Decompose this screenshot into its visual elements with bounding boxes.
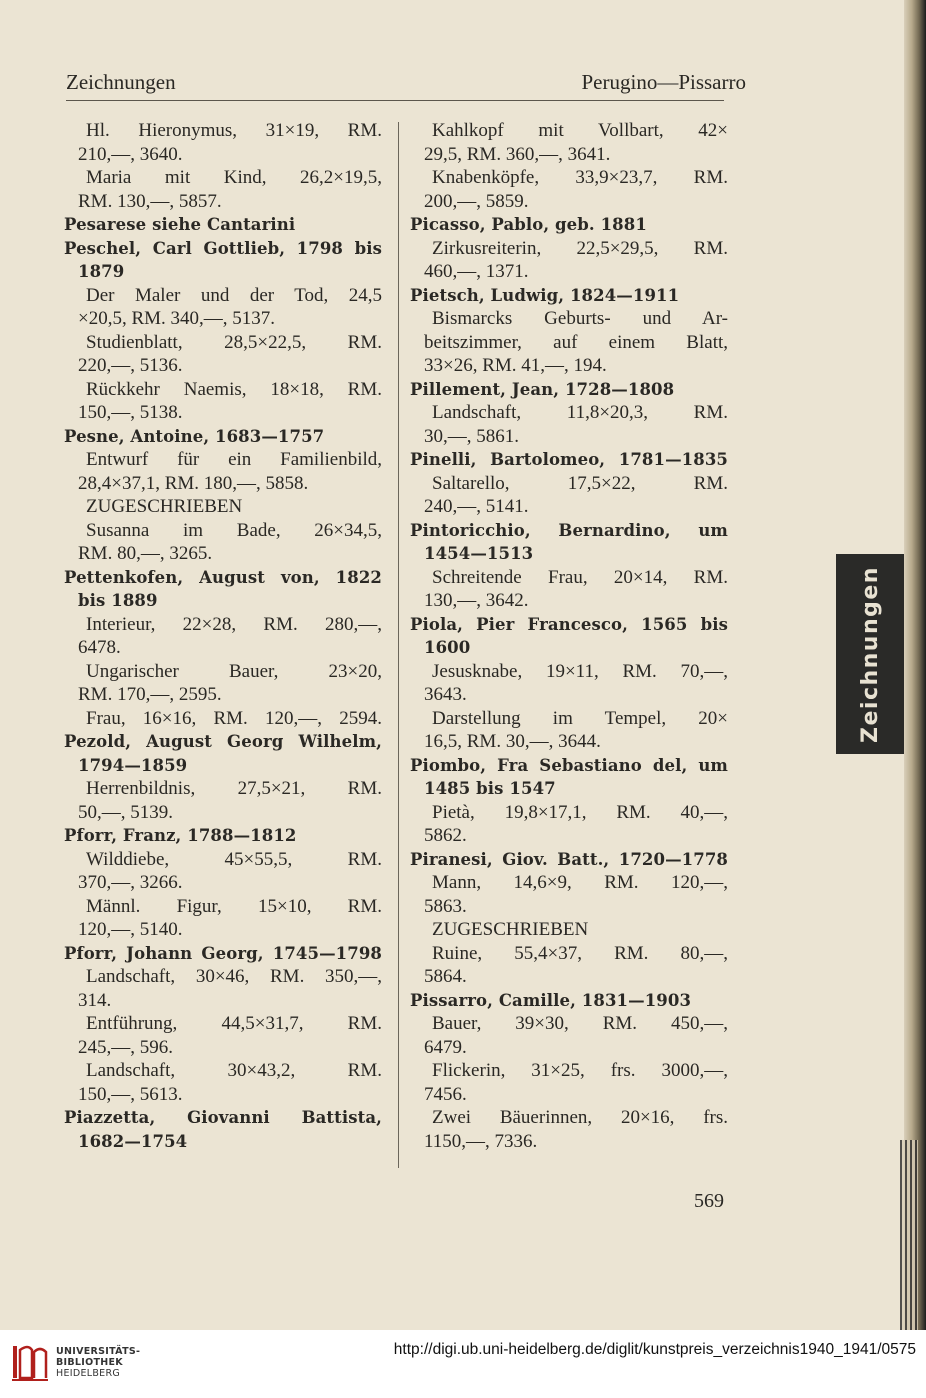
page-spine-lines bbox=[900, 1140, 918, 1330]
running-header-left: Zeichnungen bbox=[66, 70, 176, 94]
artist-heading-line: 1682—1754 bbox=[78, 1131, 188, 1151]
entry-line: beitszimmer, auf einem Blatt, bbox=[424, 331, 728, 353]
entry-line: 5864. bbox=[424, 966, 467, 987]
thumb-index-tab-label: Zeichnungen bbox=[857, 565, 883, 743]
entry-line: Männl. Figur, 15×10, RM. bbox=[86, 895, 382, 917]
entry-line: 460,—, 1371. bbox=[424, 261, 529, 282]
entry-line: 50,—, 5139. bbox=[78, 801, 173, 823]
entry-line: Darstellung im Tempel, 20× bbox=[432, 707, 728, 729]
entry-line: 220,—, 5136. bbox=[78, 355, 183, 376]
artist-heading-line: bis 1889 bbox=[78, 591, 158, 610]
artist-heading-line: Pintoricchio, Bernardino, um bbox=[410, 520, 728, 540]
logo-line-1: UNIVERSITÄTS- bbox=[56, 1346, 141, 1357]
artist-heading-line: Pesarese siehe Cantarini bbox=[64, 215, 296, 234]
library-logo-text bbox=[56, 1346, 140, 1379]
artist-heading-line: Pietsch, Ludwig, 1824—1911 bbox=[410, 285, 680, 305]
entry-line: 200,—, 5859. bbox=[424, 190, 529, 212]
entry-line: Maria mit Kind, 26,2×19,5, bbox=[86, 167, 382, 188]
entry-line: Mann, 14,6×9, RM. 120,—, bbox=[432, 872, 728, 893]
artist-heading-line: Piazzetta, Giovanni Battista, bbox=[64, 1108, 382, 1127]
entry-line: Zwei Bäuerinnen, 20×16, frs. bbox=[432, 1107, 728, 1128]
entry-line: Zirkusreiterin, 22,5×29,5, RM. bbox=[432, 237, 728, 259]
entry-line: Frau, 16×16, RM. 120,—, 2594. bbox=[86, 707, 382, 729]
entry-line: 210,—, 3640. bbox=[78, 143, 183, 165]
entry-line: 245,—, 596. bbox=[78, 1036, 173, 1058]
entry-line: 240,—, 5141. bbox=[424, 496, 529, 517]
entry-line: 150,—, 5138. bbox=[78, 402, 183, 423]
artist-heading-line: Peschel, Carl Gottlieb, 1798 bis bbox=[64, 238, 382, 258]
entry-line: Saltarello, 17,5×22, RM. bbox=[432, 472, 728, 494]
logo-line-3: HEIDELBERG bbox=[56, 1368, 121, 1379]
library-logo-icon bbox=[10, 1340, 50, 1384]
entry-line: Bismarcks Geburts- und Ar- bbox=[432, 308, 728, 329]
entry-line: Kahlkopf mit Vollbart, 42× bbox=[432, 120, 728, 141]
entry-line: 120,—, 5140. bbox=[78, 919, 183, 940]
artist-heading-line: Pforr, Johann Georg, 1745—1798 bbox=[64, 943, 382, 963]
entry-line: Jesusknabe, 19×11, RM. 70,—, bbox=[432, 660, 728, 682]
entry-line: Landschaft, 11,8×20,3, RM. bbox=[432, 402, 728, 423]
entry-line: Schreitende Frau, 20×14, RM. bbox=[432, 566, 728, 588]
artist-heading-line: 1794—1859 bbox=[78, 755, 188, 775]
artist-heading-line: Picasso, Pablo, geb. 1881 bbox=[410, 215, 647, 234]
entry-line: Rückkehr Naemis, 18×18, RM. bbox=[86, 378, 382, 400]
entry-line: 7456. bbox=[424, 1083, 467, 1105]
entry-line: 6479. bbox=[424, 1036, 467, 1058]
entry-line: Ruine, 55,4×37, RM. 80,—, bbox=[432, 942, 728, 964]
artist-heading-line: Pesne, Antoine, 1683—1757 bbox=[64, 426, 325, 446]
artist-heading-line: Pissarro, Camille, 1831—1903 bbox=[410, 990, 692, 1010]
artist-heading-line: 1454—1513 bbox=[424, 544, 534, 563]
entry-line: ZUGESCHRIEBEN bbox=[432, 919, 589, 940]
artist-heading-line: Piranesi, Giov. Batt., 1720—1778 bbox=[410, 849, 728, 869]
entry-line: ×20,5, RM. 340,—, 5137. bbox=[78, 308, 276, 329]
artist-heading-line: Pinelli, Bartolomeo, 1781—1835 bbox=[410, 450, 728, 469]
entry-line: Wilddiebe, 45×55,5, RM. bbox=[86, 848, 382, 870]
page-spine-edge bbox=[904, 0, 926, 1330]
column-rule bbox=[398, 122, 399, 1168]
entry-line: 130,—, 3642. bbox=[424, 590, 529, 611]
entry-line: Susanna im Bade, 26×34,5, bbox=[86, 519, 382, 541]
entry-line: Entwurf für ein Familienbild, bbox=[86, 449, 382, 470]
entry-line: RM. 130,—, 5857. bbox=[78, 190, 222, 212]
artist-heading-line: Pillement, Jean, 1728—1808 bbox=[410, 379, 675, 399]
entry-line: 29,5, RM. 360,—, 3641. bbox=[424, 143, 611, 165]
artist-heading-line: 1485 bis 1547 bbox=[424, 779, 556, 798]
entry-line: 314. bbox=[78, 989, 112, 1011]
entry-line: 6478. bbox=[78, 637, 121, 658]
artist-heading-line: Pforr, Franz, 1788—1812 bbox=[64, 826, 297, 845]
page-number: 569 bbox=[694, 1190, 724, 1212]
entry-line: Knabenköpfe, 33,9×23,7, RM. bbox=[432, 167, 728, 188]
entry-line: Studienblatt, 28,5×22,5, RM. bbox=[86, 331, 382, 353]
entry-line: Landschaft, 30×46, RM. 350,—, bbox=[86, 966, 382, 987]
entry-line: RM. 80,—, 3265. bbox=[78, 543, 213, 564]
entry-line: Pietà, 19,8×17,1, RM. 40,—, bbox=[432, 801, 728, 823]
entry-line: Landschaft, 30×43,2, RM. bbox=[86, 1060, 382, 1081]
entry-line: RM. 170,—, 2595. bbox=[78, 684, 222, 705]
entry-line: 30,—, 5861. bbox=[424, 425, 519, 447]
entry-line: Hl. Hieronymus, 31×19, RM. bbox=[86, 120, 382, 141]
entry-line: 16,5, RM. 30,—, 3644. bbox=[424, 731, 601, 752]
entry-line: Entführung, 44,5×31,7, RM. bbox=[86, 1013, 382, 1034]
artist-heading-line: Piombo, Fra Sebastiano del, um bbox=[410, 755, 728, 775]
entry-line: 1150,—, 7336. bbox=[424, 1130, 538, 1152]
artist-heading-line: Pezold, August Georg Wilhelm, bbox=[64, 732, 382, 751]
running-header-right: Perugino—Pissarro bbox=[581, 70, 746, 94]
entry-line: Herrenbildnis, 27,5×21, RM. bbox=[86, 778, 382, 799]
source-url[interactable]: http://digi.ub.uni-heidelberg.de/diglit/kunstpreis_verzeichnis1940_1941/0575 bbox=[393, 1341, 916, 1358]
artist-heading-line: Pettenkofen, August von, 1822 bbox=[64, 567, 382, 587]
logo-line-2: BIBLIOTHEK bbox=[56, 1357, 123, 1368]
artist-heading-line: Piola, Pier Francesco, 1565 bis bbox=[410, 614, 728, 634]
entry-line: 5862. bbox=[424, 825, 467, 846]
header-rule bbox=[66, 100, 724, 101]
entry-line: 5863. bbox=[424, 895, 467, 917]
entry-line: 3643. bbox=[424, 684, 467, 705]
column-left bbox=[64, 119, 382, 1153]
entry-line: ZUGESCHRIEBEN bbox=[86, 496, 243, 517]
entry-line: Ungarischer Bauer, 23×20, bbox=[86, 660, 382, 682]
column-right bbox=[410, 119, 728, 1153]
entry-line: Bauer, 39×30, RM. 450,—, bbox=[432, 1013, 728, 1034]
entry-line: 33×26, RM. 41,—, 194. bbox=[424, 355, 607, 376]
entry-line: Interieur, 22×28, RM. 280,—, bbox=[86, 613, 382, 635]
artist-heading-line: 1879 bbox=[78, 262, 125, 281]
entry-line: 370,—, 3266. bbox=[78, 872, 183, 893]
entry-line: 28,4×37,1, RM. 180,—, 5858. bbox=[78, 472, 309, 494]
artist-heading-line: 1600 bbox=[424, 638, 471, 657]
entry-line: 150,—, 5613. bbox=[78, 1083, 183, 1105]
entry-line: Der Maler und der Tod, 24,5 bbox=[86, 284, 382, 306]
entry-line: Flickerin, 31×25, frs. 3000,—, bbox=[432, 1060, 728, 1081]
